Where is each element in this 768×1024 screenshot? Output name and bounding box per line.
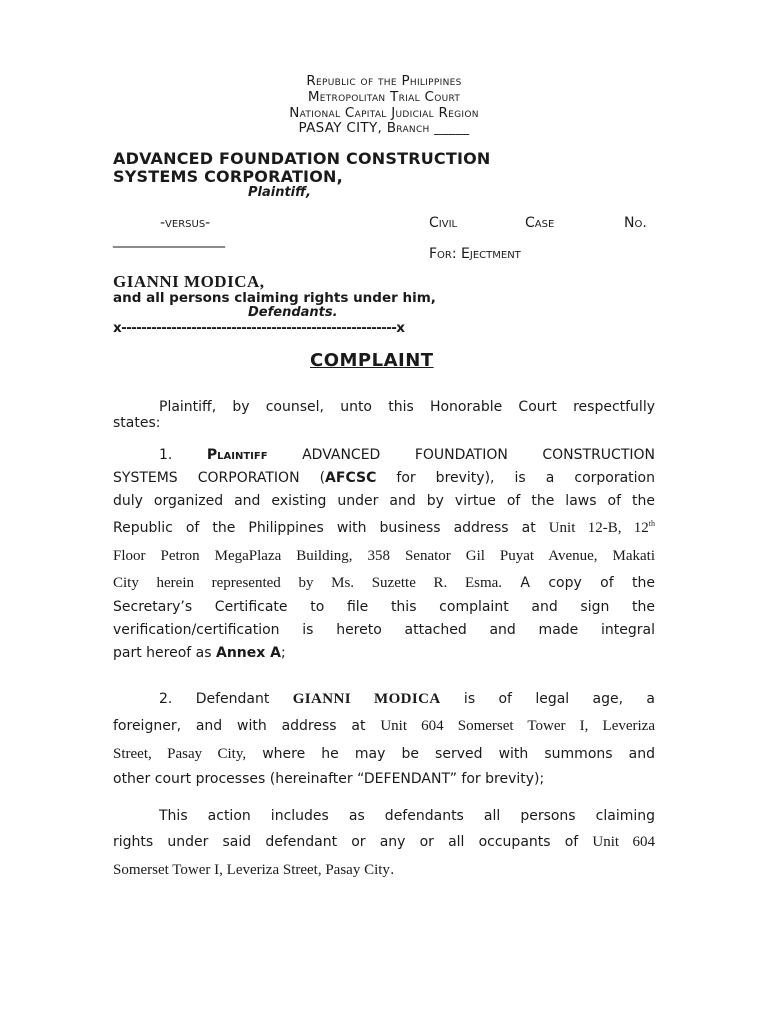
p2-number: 2. [159, 691, 173, 707]
p1-afcsc: AFCSC [325, 470, 377, 486]
p1-line4-sup: th [648, 519, 655, 528]
caption-region: National Capital Judicial Region [289, 105, 479, 121]
defendant-role: Defendants. [248, 305, 338, 320]
p2-line1 [113, 686, 655, 712]
p3-period: . [389, 862, 395, 878]
p1-number: 1. [159, 447, 173, 463]
case-for-label: For: [429, 246, 457, 262]
caption-city-branch [0, 119, 768, 137]
p2-address-2: Street, Pasay City, [113, 746, 247, 762]
plaintiff-role: Plaintiff, [248, 185, 311, 200]
p2-line3-rest: where he may be served with summons and [246, 746, 655, 762]
caption-separator: x-------------------------------------------------------x [113, 320, 405, 336]
defendant-claimants: and all persons claiming rights under him, [113, 290, 436, 306]
p1-line6-rest: A copy of the [502, 575, 655, 591]
p3-line2-a: rights under said defendant or any or all occupants of [113, 834, 593, 850]
p1-annex-a: Annex A [215, 645, 281, 661]
case-for-value: Ejectment [461, 246, 521, 262]
case-for [429, 246, 521, 262]
p1-line2-b: for brevity), is a corporation [376, 470, 655, 486]
p1-line7: Secretary’s Certificate to file this complaint and sign the [113, 599, 655, 615]
p3-address: Somerset Tower I, Leveriza Street, Pasay City [113, 862, 390, 878]
p1-line8: verification/certification is hereto attached and made integral [113, 622, 655, 638]
case-civil: Civil [429, 215, 458, 231]
p1-line6 [113, 570, 655, 596]
p3-line1: This action includes as defendants all persons claiming [159, 808, 655, 824]
p1-line1 [113, 444, 655, 467]
paragraph-2 [113, 686, 655, 790]
p1-line9-b: ; [281, 645, 286, 661]
p2-line1-b: is of legal age, a [440, 691, 655, 707]
p1-line3: duly organized and existing under and by virtue of the laws of the [113, 493, 655, 509]
p2-address-1: Unit 604 Somerset Tower I, Leveriza [380, 718, 655, 734]
plaintiff-name-line2: SYSTEMS CORPORATION, [113, 167, 343, 186]
p2-defendant-name: GIANNI MODICA [292, 691, 441, 707]
paragraph-1 [113, 444, 655, 665]
p3-unit: Unit 604 [592, 834, 656, 850]
p1-line9 [113, 642, 655, 665]
p3-line3 [113, 856, 655, 885]
defendant-name: GIANNI MODICA, [113, 272, 265, 291]
p2-line2-a: foreigner, and with address at [113, 718, 381, 734]
plaintiff-name-line1: ADVANCED FOUNDATION CONSTRUCTION [113, 149, 491, 168]
p2-line3 [113, 740, 655, 768]
caption-city: PASAY CITY, [298, 120, 383, 136]
intro-line2: states: [113, 415, 161, 431]
intro-paragraph [113, 399, 655, 431]
p2-line4: other court processes (hereinafter “DEFENDANT” for brevity); [113, 771, 545, 787]
p1-plaintiff-label: Plaintiff [206, 447, 268, 463]
caption-branch: Branch [386, 120, 430, 136]
caption-republic: Republic of the Philippines [306, 73, 462, 89]
p1-line2-a: SYSTEMS CORPORATION ( [113, 470, 326, 486]
p2-line1-a: Defendant [195, 691, 293, 707]
case-word: Case [525, 215, 555, 231]
p2-line2 [113, 712, 655, 740]
case-number-blank: ________________ [113, 232, 225, 248]
intro-line1: Plaintiff, by counsel, unto this Honorable Court respectfully [159, 399, 655, 415]
p1-line4-address: Unit 12-B, 12 [548, 520, 649, 536]
p1-line1-rest: ADVANCED FOUNDATION CONSTRUCTION [302, 447, 656, 463]
versus: -versus- [160, 215, 211, 231]
caption-court: Metropolitan Trial Court [307, 89, 461, 105]
caption-branch-blank: _____ [434, 120, 470, 136]
p1-line6-representative: City herein represented by Ms. Suzette R. Esma. [113, 575, 503, 591]
p3-line2 [113, 828, 655, 856]
p1-line5: Floor Petron MegaPlaza Building, 358 Senator Gil Puyat Avenue, Makati [113, 548, 655, 564]
p1-line2 [113, 467, 655, 490]
paragraph-3 [113, 804, 655, 885]
document-title: COMPLAINT [310, 350, 434, 371]
p1-line4 [113, 513, 655, 543]
case-no: No. [624, 215, 647, 231]
p1-line4-a: Republic of the Philippines with business address at [113, 520, 549, 536]
p1-line9-a: part hereof as [113, 645, 216, 661]
